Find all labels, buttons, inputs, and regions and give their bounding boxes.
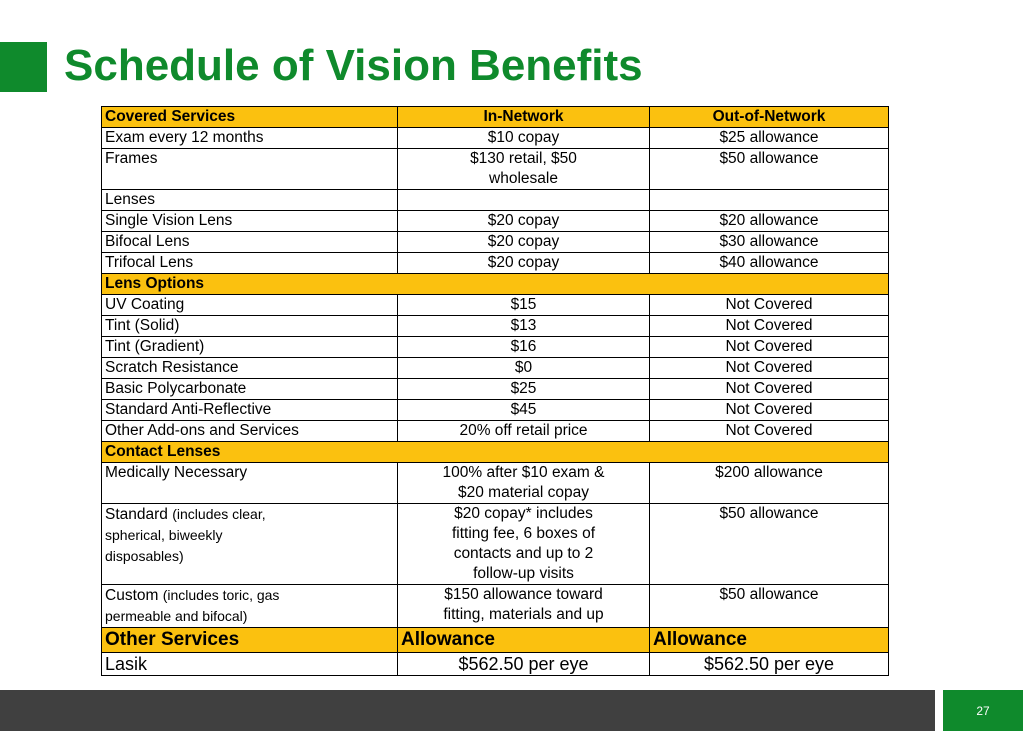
table-row xyxy=(102,463,889,504)
out-network-cell: Not Covered xyxy=(650,358,889,379)
section-label: Lens Options xyxy=(102,274,889,295)
out-network-cell: $25 allowance xyxy=(650,128,889,149)
in-network-cell: $20 copay xyxy=(398,253,650,274)
in-network-cell: $16 xyxy=(398,337,650,358)
service-cell: Lenses xyxy=(102,190,398,211)
service-cell: Custom (includes toric, gas permeable and bifocal) xyxy=(102,585,398,628)
table-row xyxy=(102,316,889,337)
in-network-cell: $562.50 per eye xyxy=(398,653,650,676)
service-cell: Single Vision Lens xyxy=(102,211,398,232)
slide-title: Schedule of Vision Benefits xyxy=(64,41,643,90)
in-network-cell: $20 copay xyxy=(398,211,650,232)
service-cell: Tint (Solid) xyxy=(102,316,398,337)
service-cell: Basic Polycarbonate xyxy=(102,379,398,400)
in-network-cell: $150 allowance toward fitting, materials and up xyxy=(398,585,650,628)
out-network-cell: $200 allowance xyxy=(650,463,889,504)
out-network-cell: Not Covered xyxy=(650,379,889,400)
in-network-cell: $13 xyxy=(398,316,650,337)
header-out-of-network: Out-of-Network xyxy=(650,107,889,128)
table-row xyxy=(102,421,889,442)
service-cell: Lasik xyxy=(102,653,398,676)
in-network-cell: $45 xyxy=(398,400,650,421)
table-row xyxy=(102,337,889,358)
out-network-cell: Not Covered xyxy=(650,421,889,442)
service-cell: Standard Anti-Reflective xyxy=(102,400,398,421)
in-network-cell: $10 copay xyxy=(398,128,650,149)
title-accent-square xyxy=(0,42,47,92)
out-network-cell: $30 allowance xyxy=(650,232,889,253)
page-number-box xyxy=(943,690,1023,731)
out-network-cell: Not Covered xyxy=(650,316,889,337)
page-number: 27 xyxy=(976,703,990,718)
service-cell: Tint (Gradient) xyxy=(102,337,398,358)
out-network-cell: $50 allowance xyxy=(650,504,889,585)
service-cell: Frames xyxy=(102,149,398,190)
service-cell: Scratch Resistance xyxy=(102,358,398,379)
table-header-row xyxy=(102,107,889,128)
in-network-cell: $20 copay* includes fitting fee, 6 boxes of contacts and up to 2 follow-up visits xyxy=(398,504,650,585)
out-network-cell: $40 allowance xyxy=(650,253,889,274)
out-network-cell: $562.50 per eye xyxy=(650,653,889,676)
table-row xyxy=(102,585,889,628)
section-header-lens-options xyxy=(102,274,889,295)
footer-bar xyxy=(0,690,935,731)
in-network-cell: $130 retail, $50 wholesale xyxy=(398,149,650,190)
out-network-cell: Not Covered xyxy=(650,337,889,358)
service-cell: UV Coating xyxy=(102,295,398,316)
header-covered-services: Covered Services xyxy=(102,107,398,128)
in-network-cell: 100% after $10 exam & $20 material copay xyxy=(398,463,650,504)
service-cell: Exam every 12 months xyxy=(102,128,398,149)
in-network-cell xyxy=(398,190,650,211)
out-network-cell xyxy=(650,190,889,211)
in-network-cell: $25 xyxy=(398,379,650,400)
service-cell: Trifocal Lens xyxy=(102,253,398,274)
service-cell: Bifocal Lens xyxy=(102,232,398,253)
in-network-cell: $15 xyxy=(398,295,650,316)
table-row xyxy=(102,295,889,316)
benefits-table xyxy=(101,106,889,676)
service-cell: Medically Necessary xyxy=(102,463,398,504)
service-cell: Other Add-ons and Services xyxy=(102,421,398,442)
section-label: Contact Lenses xyxy=(102,442,889,463)
table-row xyxy=(102,149,889,190)
table-row xyxy=(102,190,889,211)
in-network-cell: 20% off retail price xyxy=(398,421,650,442)
in-network-cell: $20 copay xyxy=(398,232,650,253)
service-cell: Standard (includes clear, spherical, biweekly disposables) xyxy=(102,504,398,585)
out-network-cell: $50 allowance xyxy=(650,149,889,190)
out-network-cell: Not Covered xyxy=(650,400,889,421)
out-network-cell: $20 allowance xyxy=(650,211,889,232)
out-network-cell: $50 allowance xyxy=(650,585,889,628)
table-row xyxy=(102,504,889,585)
table-row xyxy=(102,400,889,421)
table-row xyxy=(102,253,889,274)
section-header-other-services xyxy=(102,628,889,653)
table-row xyxy=(102,379,889,400)
table-row xyxy=(102,232,889,253)
header-allowance-in: Allowance xyxy=(398,628,650,653)
table-row xyxy=(102,211,889,232)
out-network-cell: Not Covered xyxy=(650,295,889,316)
header-other-services: Other Services xyxy=(102,628,398,653)
table-row xyxy=(102,128,889,149)
header-in-network: In-Network xyxy=(398,107,650,128)
table-row xyxy=(102,653,889,676)
section-header-contact-lenses xyxy=(102,442,889,463)
header-allowance-out: Allowance xyxy=(650,628,889,653)
in-network-cell: $0 xyxy=(398,358,650,379)
table-row xyxy=(102,358,889,379)
